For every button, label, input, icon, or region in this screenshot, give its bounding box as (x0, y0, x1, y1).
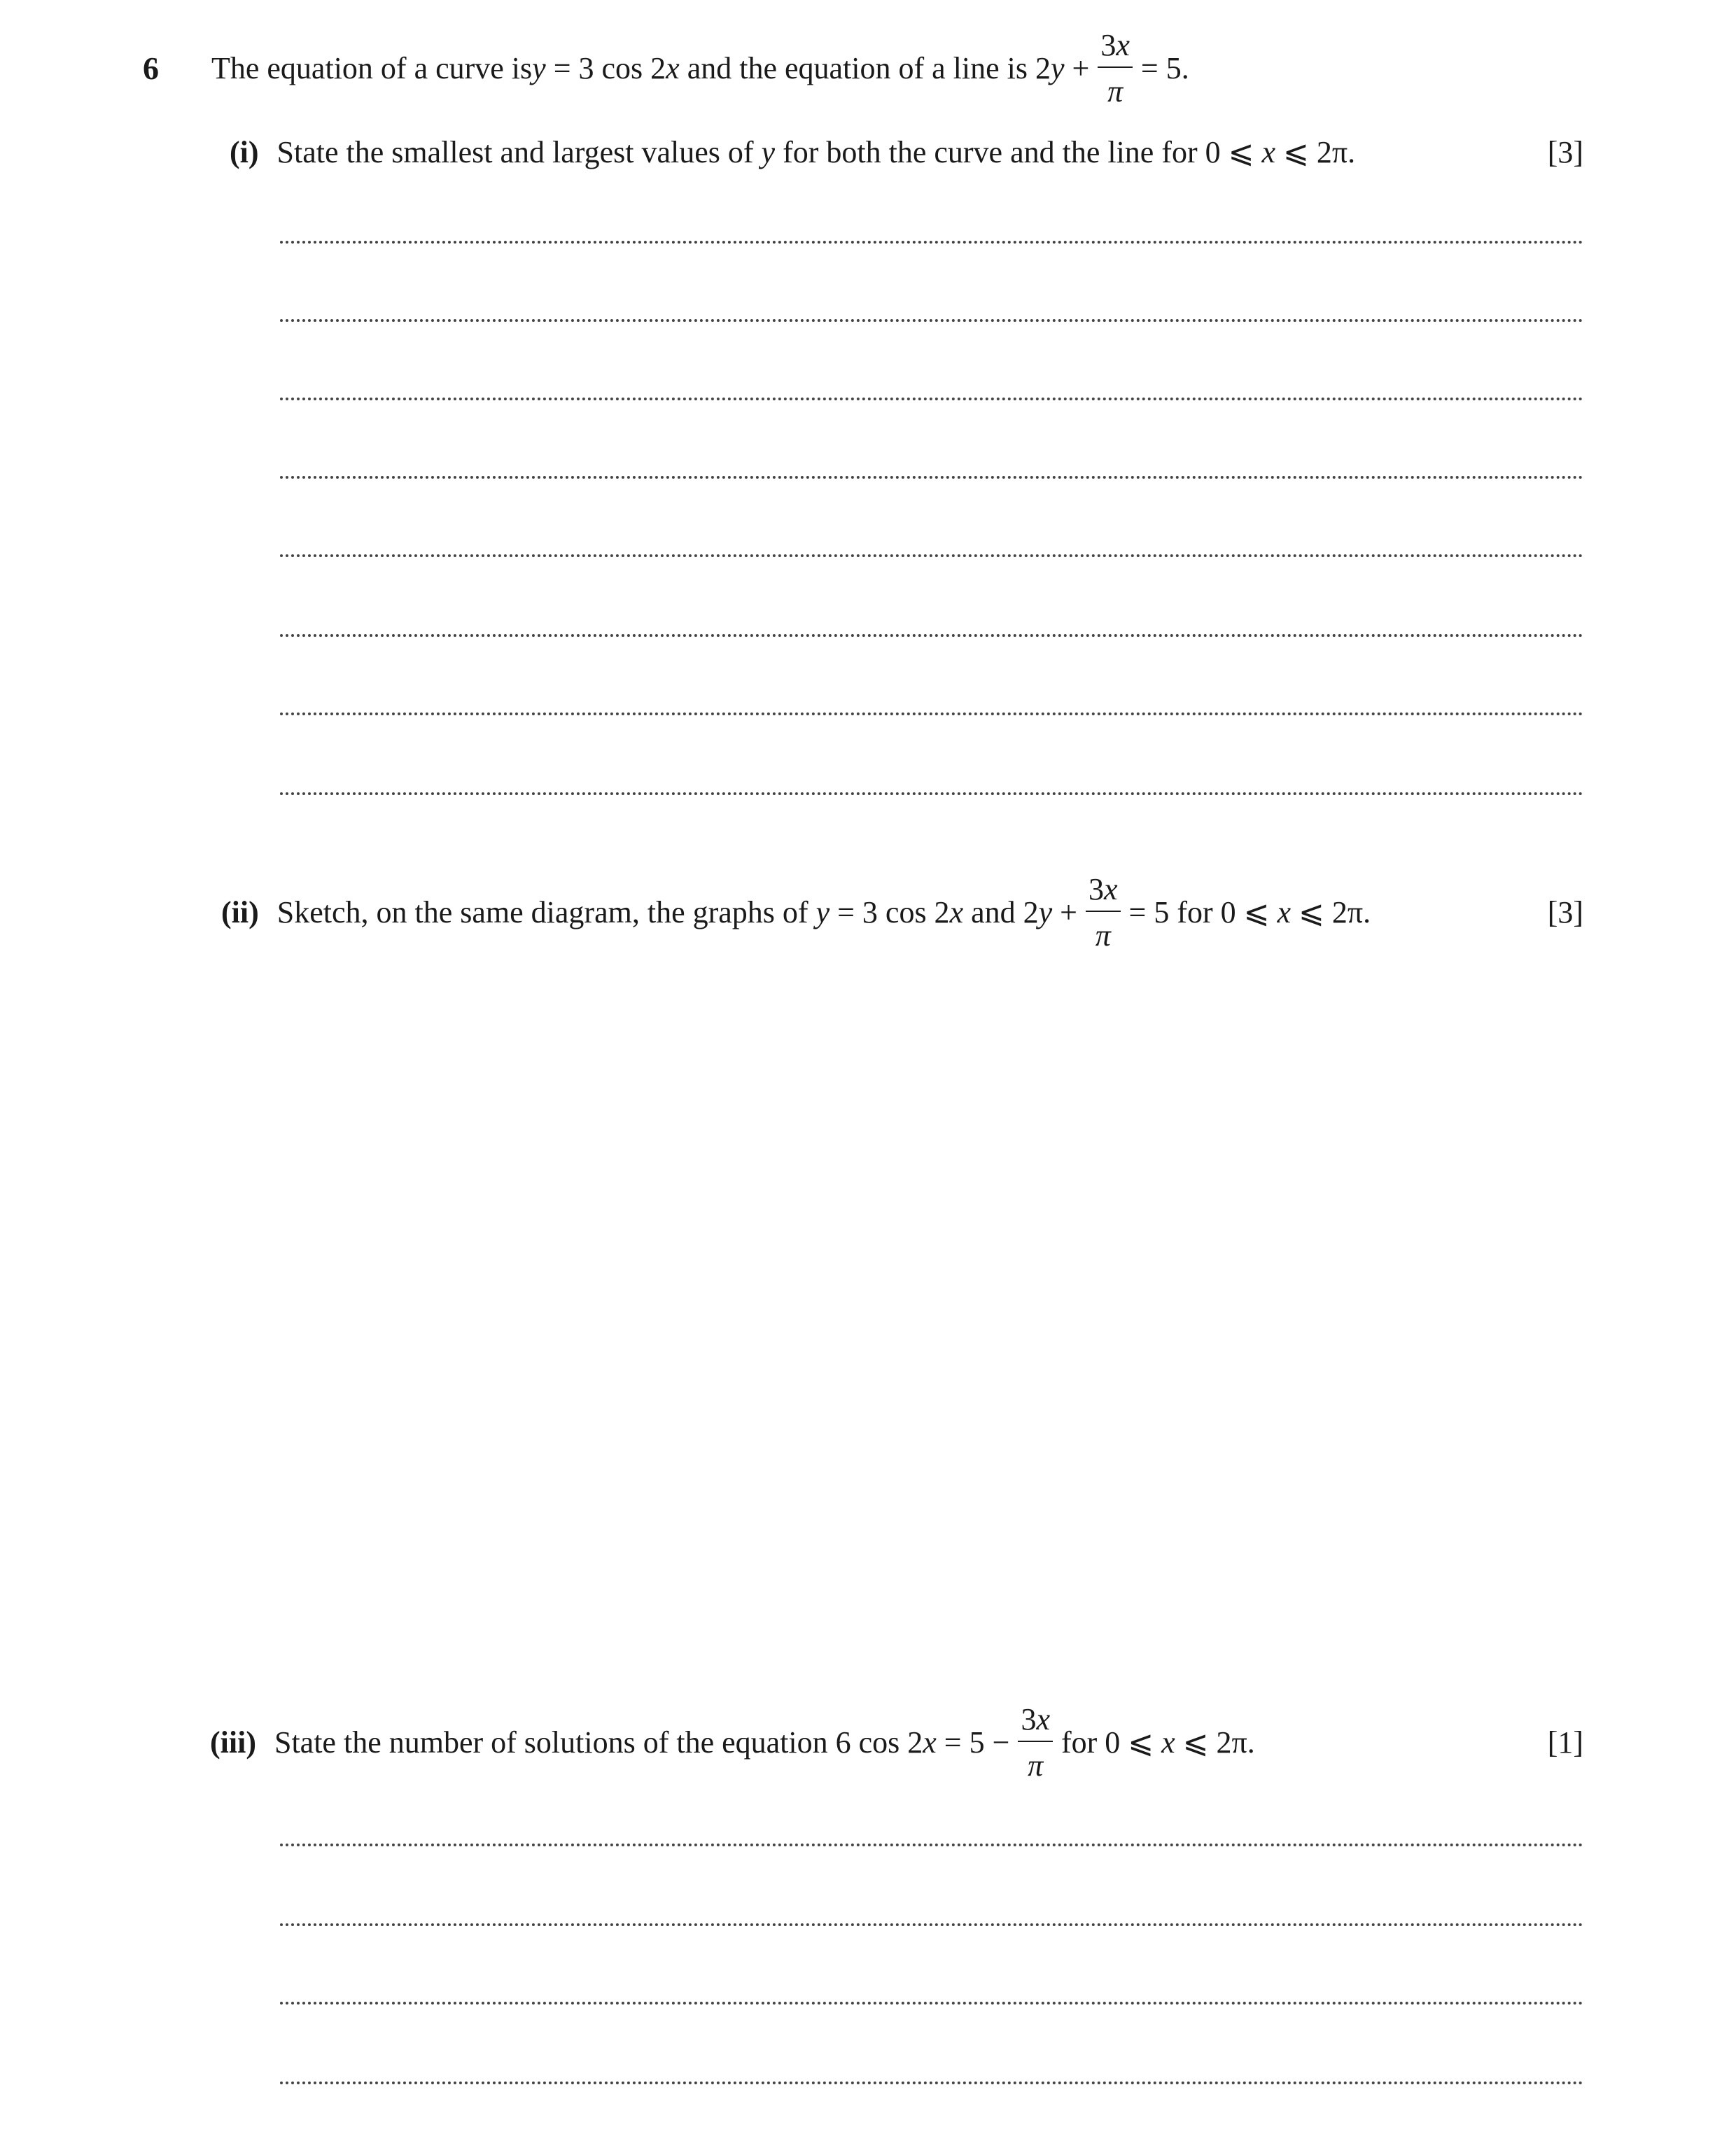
part-ii-frac-num-x: x (1103, 872, 1118, 906)
part-ii-frac-den: π (1095, 918, 1111, 953)
answer-line-i-6[interactable] (280, 634, 1583, 637)
part-iii-frac-num-x: x (1036, 1702, 1050, 1736)
intro-var-y2: y (1051, 51, 1065, 85)
part-ii-var-x2: x (1277, 895, 1292, 929)
part-ii-text-1: Sketch, on the same diagram, the graphs of (276, 895, 816, 929)
part-iii-frac-num-3: 3 (1021, 1702, 1037, 1736)
answer-line-i-3[interactable] (280, 398, 1583, 400)
part-iii-marks: [1] (1547, 1725, 1583, 1760)
part-ii-var-y2: y (1038, 895, 1053, 929)
part-ii-fraction (1086, 874, 1121, 951)
intro-frac-num-x: x (1116, 28, 1130, 62)
part-iii-text-1: State the number of solutions of the equation 6 cos 2 (274, 1725, 923, 1760)
part-iii-text-4: ⩽ 2π. (1175, 1725, 1255, 1760)
part-i-question (230, 134, 1355, 171)
answer-line-iii-2[interactable] (280, 1923, 1583, 1926)
part-ii-text-3: and 2 (963, 895, 1039, 929)
part-iii-text-2: = 5 − (936, 1725, 1010, 1760)
part-ii-frac-num-3: 3 (1088, 872, 1104, 906)
part-iii-label: (iii) (210, 1725, 256, 1760)
part-ii-text-5: = 5 for 0 ⩽ (1128, 895, 1278, 929)
part-ii-var-y: y (816, 895, 830, 929)
answer-line-i-8[interactable] (280, 792, 1583, 795)
part-iii-text-3: for 0 ⩽ (1060, 1725, 1162, 1760)
part-ii-text-2: = 3 cos 2 (830, 895, 950, 929)
answer-line-i-4[interactable] (280, 476, 1583, 479)
part-i-var-x: x (1261, 135, 1276, 169)
intro-text-4: + (1064, 51, 1090, 85)
intro-frac-num-3: 3 (1100, 28, 1116, 62)
part-i-text-2: for both the curve and the line for 0 ⩽ (775, 135, 1262, 169)
part-ii-marks: [3] (1547, 895, 1583, 929)
answer-line-i-5[interactable] (280, 554, 1583, 557)
answer-line-i-7[interactable] (280, 713, 1583, 715)
question-number: 6 (143, 50, 159, 86)
answer-line-iii-1[interactable] (280, 1844, 1583, 1846)
intro-text-2: = 3 cos 2 (545, 51, 666, 85)
part-i-marks: [3] (1547, 135, 1583, 169)
answer-line-i-2[interactable] (280, 319, 1583, 322)
part-i-var-y: y (761, 135, 776, 169)
answer-line-iii-4[interactable] (280, 2082, 1583, 2084)
part-i-label: (i) (230, 135, 259, 169)
part-iii-frac-den: π (1028, 1748, 1044, 1783)
sketch-area[interactable] (280, 966, 1583, 1680)
question-intro (211, 28, 1189, 109)
part-ii-question (221, 872, 1371, 953)
intro-frac-den: π (1107, 74, 1124, 108)
intro-text-5: = 5. (1140, 51, 1189, 85)
intro-var-y: y (532, 51, 546, 85)
part-iii-var-x2: x (1161, 1725, 1175, 1760)
part-iii-fraction (1018, 1704, 1053, 1781)
intro-fraction (1098, 30, 1133, 107)
part-ii-var-x: x (949, 895, 964, 929)
part-ii-text-4: + (1052, 895, 1077, 929)
part-ii-label: (ii) (221, 895, 259, 929)
part-i-text-3: ⩽ 2π. (1275, 135, 1356, 169)
part-iii-question (210, 1702, 1255, 1783)
intro-var-x: x (666, 51, 680, 85)
answer-line-i-1[interactable] (280, 241, 1583, 244)
part-iii-var-x: x (923, 1725, 937, 1760)
part-i-text-1: State the smallest and largest values of (276, 135, 762, 169)
part-ii-text-6: ⩽ 2π. (1291, 895, 1371, 929)
answer-line-iii-3[interactable] (280, 2002, 1583, 2005)
intro-text-1: The equation of a curve is (211, 51, 533, 85)
intro-text-3: and the equation of a line is 2 (679, 51, 1051, 85)
